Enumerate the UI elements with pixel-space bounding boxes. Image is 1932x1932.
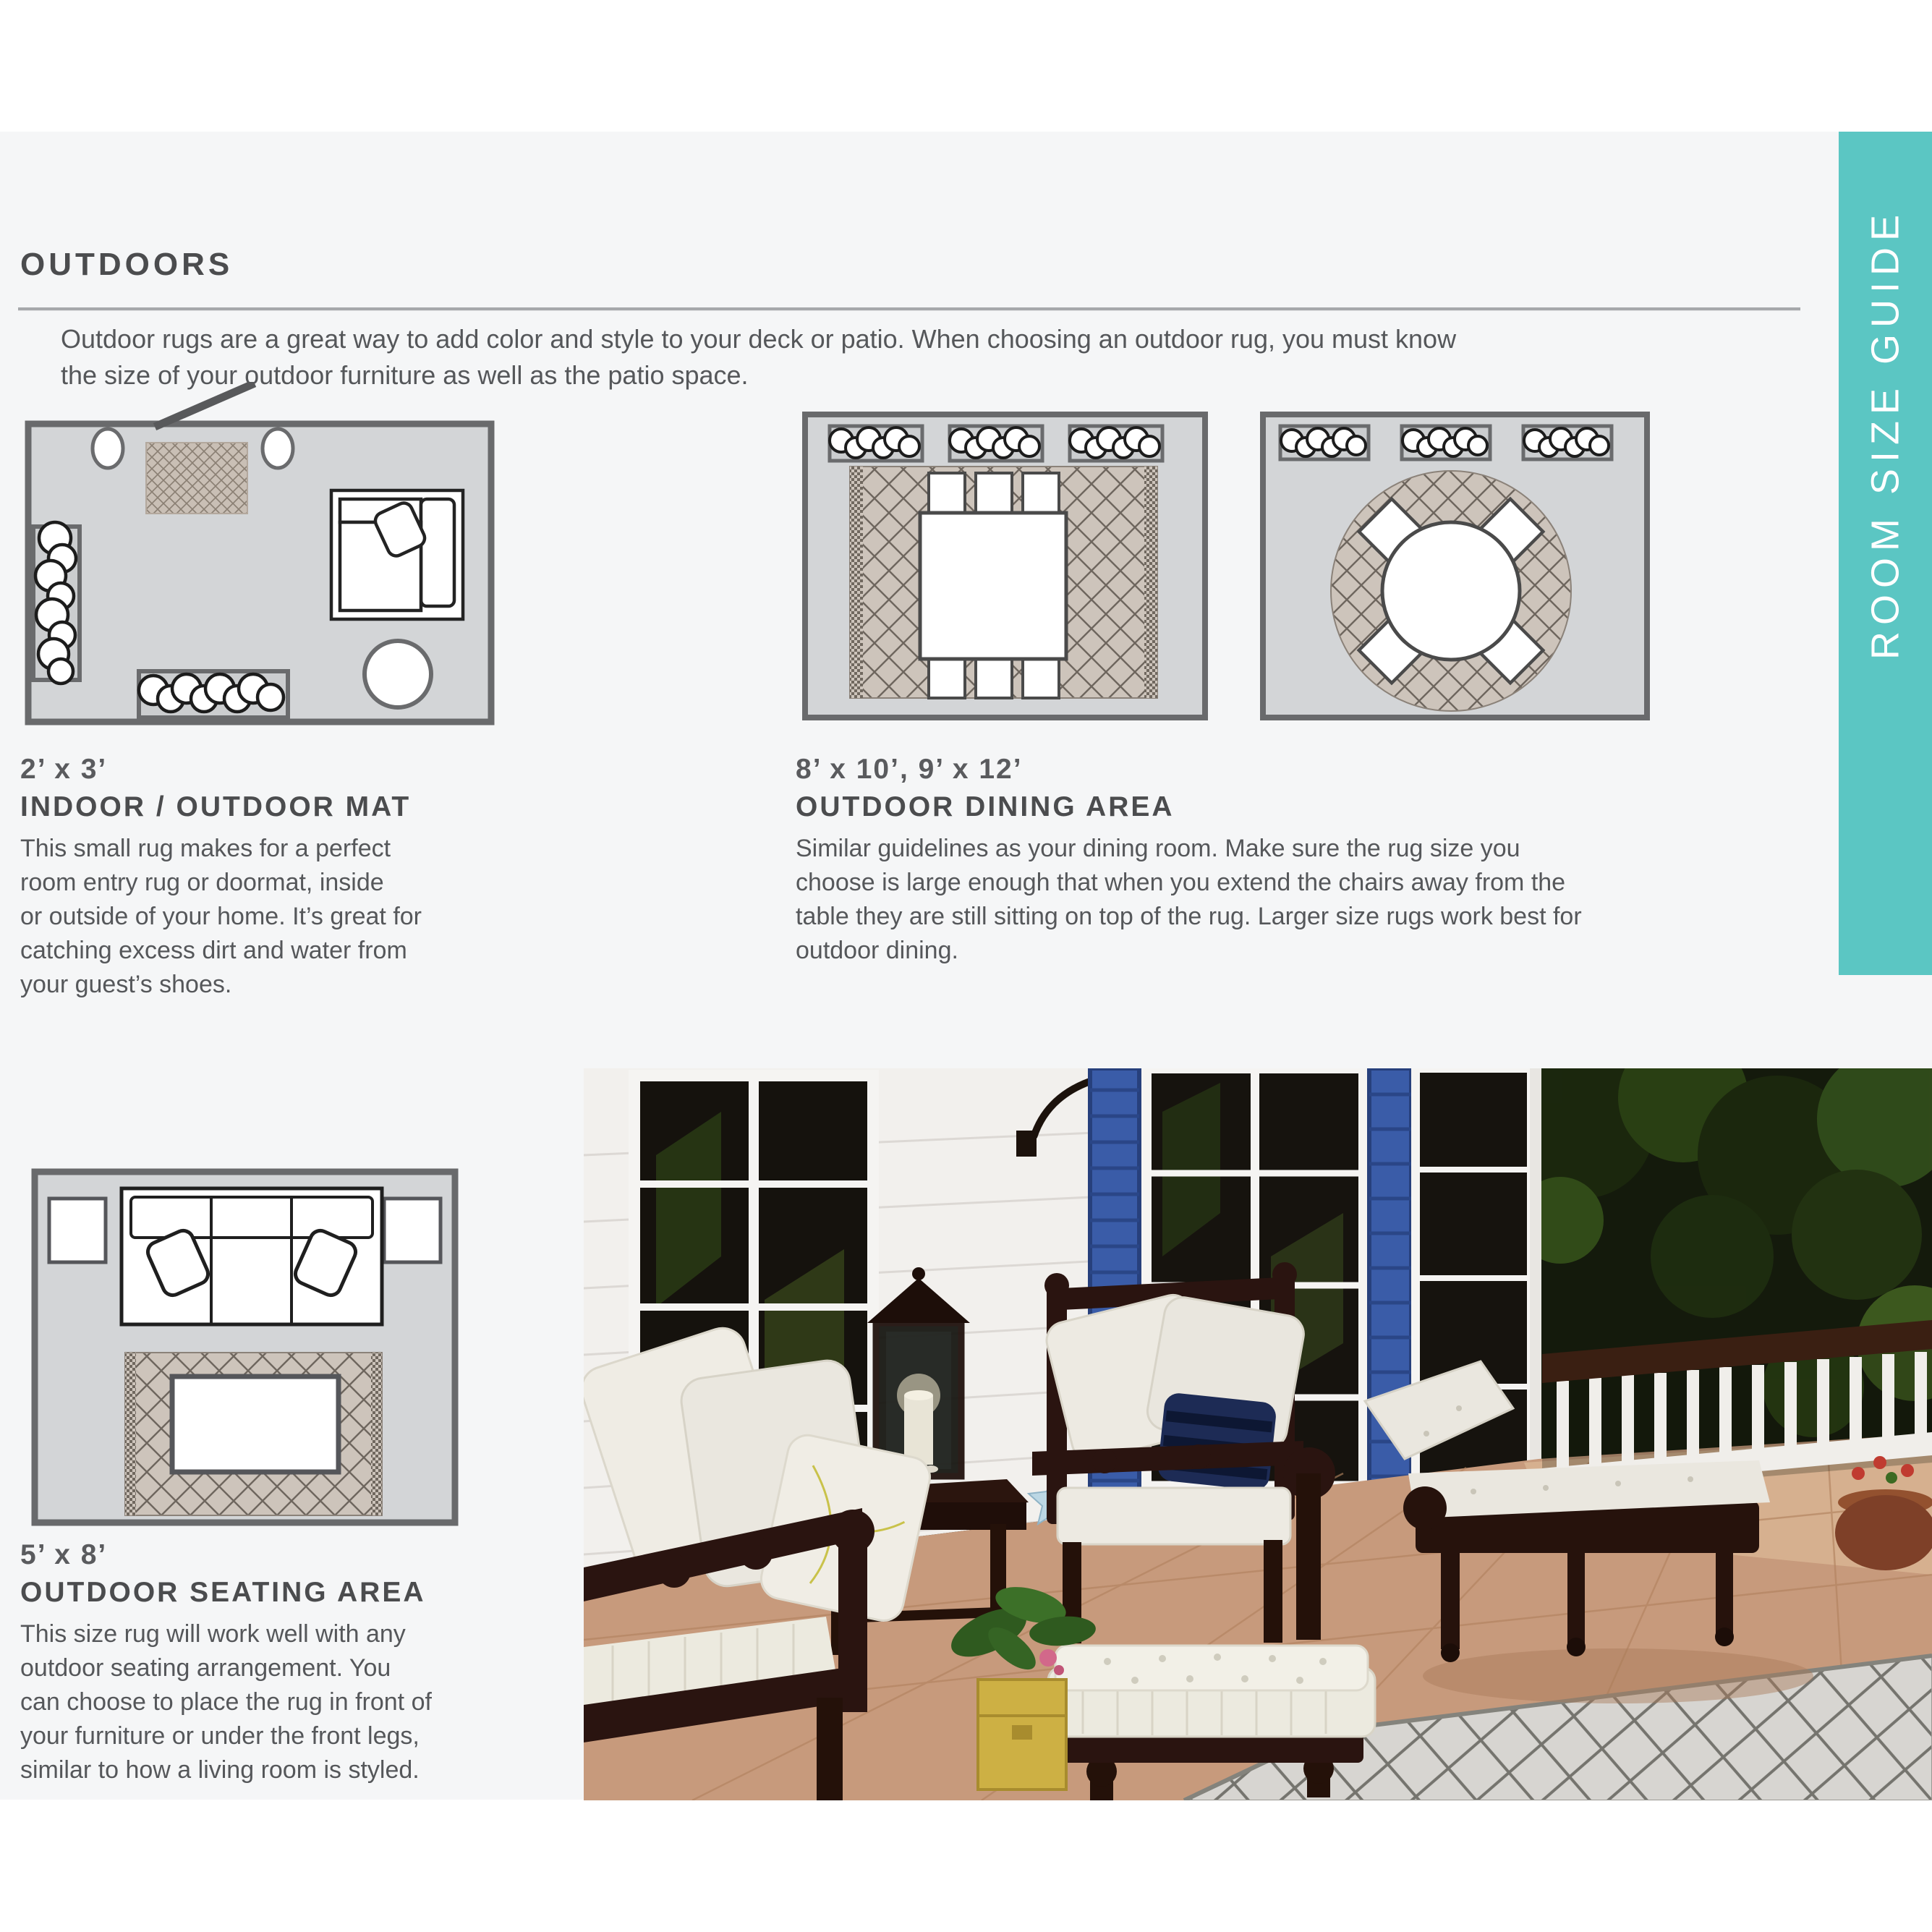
- intro-line: the size of your outdoor furniture as well as the patio space.: [61, 360, 749, 390]
- body-line: table they are still sitting on top of the rug. Larger size rugs work best for: [796, 903, 1582, 930]
- doormat: [146, 443, 247, 514]
- body-line: room entry rug or doormat, inside: [20, 869, 384, 896]
- body-line: can choose to place the rug in front of: [20, 1688, 432, 1716]
- section-body: [20, 832, 422, 1002]
- room-size-guide-label: ROOM SIZE GUIDE: [1863, 208, 1907, 660]
- size-label: 8’ x 10’, 9’ x 12’: [796, 754, 1023, 785]
- body-line: choose is large enough that when you extend the chairs away from the: [796, 869, 1566, 896]
- page-title: OUTDOORS: [20, 247, 234, 282]
- coffee-table: [172, 1376, 339, 1472]
- section-title: OUTDOOR SEATING AREA: [20, 1577, 426, 1608]
- size-label: 5’ x 8’: [20, 1539, 108, 1570]
- body-line: or outside of your home. It’s great for: [20, 903, 422, 930]
- stool: [93, 429, 123, 468]
- body-line: outdoor dining.: [796, 937, 958, 964]
- section-body: [796, 832, 1582, 968]
- hedge-planter: [1070, 426, 1162, 461]
- body-line: Similar guidelines as your dining room. Make sure the rug size you: [796, 835, 1520, 862]
- size-label: 2’ x 3’: [20, 754, 108, 785]
- body-line: outdoor seating arrangement. You: [20, 1654, 391, 1682]
- floorplan-dining-round-diagram: [1260, 412, 1650, 720]
- stool: [263, 429, 293, 468]
- hedge-planter: [950, 426, 1042, 461]
- outdoor-sofa: [122, 1188, 382, 1324]
- hedge-planter: [1280, 426, 1369, 459]
- hedge-planter: [1402, 426, 1490, 459]
- round-side-table: [365, 641, 431, 707]
- room-size-guide-tab: [1839, 132, 1932, 975]
- body-line: catching excess dirt and water from: [20, 937, 407, 964]
- sectional-sofa: [331, 490, 463, 619]
- section-body: [20, 1617, 432, 1787]
- floorplan-dining-rect-diagram: [802, 412, 1208, 720]
- pointer-line: [155, 383, 255, 427]
- floorplan-seating-diagram: [31, 1168, 459, 1526]
- dining-set: [1359, 499, 1544, 684]
- side-table: [49, 1199, 106, 1262]
- patio-photo: [584, 1068, 1932, 1800]
- content-area: [0, 132, 1932, 1800]
- heading-divider: [18, 307, 1800, 311]
- planter: [33, 522, 80, 684]
- dining-set: [920, 473, 1066, 698]
- floorplan-mat-diagram: [25, 382, 495, 726]
- body-line: This size rug will work well with any: [20, 1620, 406, 1648]
- side-table: [384, 1199, 441, 1262]
- body-line: your furniture or under the front legs,: [20, 1722, 420, 1750]
- section-title: INDOOR / OUTDOOR MAT: [20, 791, 412, 822]
- striped-pillow: [1157, 1392, 1277, 1491]
- hedge-planter: [1523, 426, 1612, 459]
- hedge-planter: [139, 671, 288, 718]
- body-line: your guest’s shoes.: [20, 971, 232, 998]
- body-line: similar to how a living room is styled.: [20, 1756, 420, 1784]
- body-line: This small rug makes for a perfect: [20, 835, 391, 862]
- intro-line: Outdoor rugs are a great way to add color and style to your deck or patio. When choosing an outdoor rug, you must know: [61, 324, 1457, 354]
- hedge-planter: [830, 426, 922, 461]
- section-title: OUTDOOR DINING AREA: [796, 791, 1175, 822]
